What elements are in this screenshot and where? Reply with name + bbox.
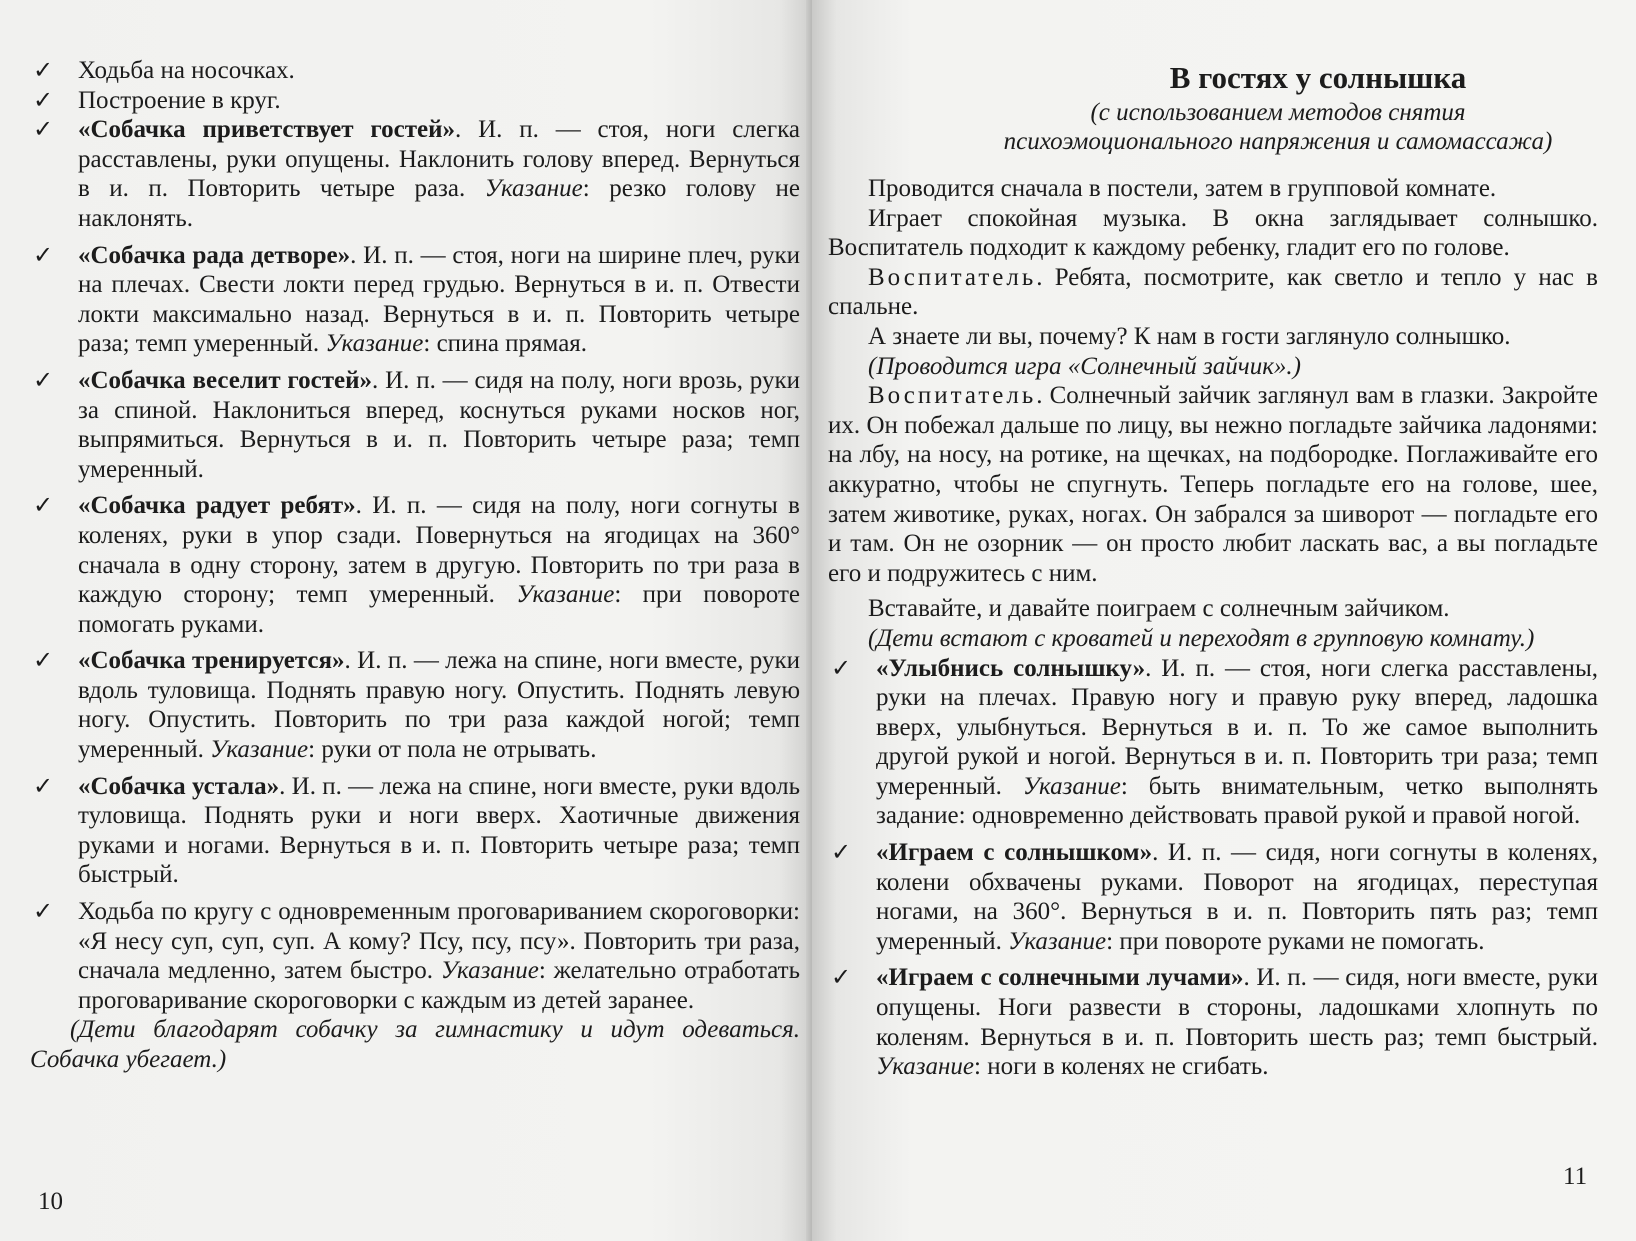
exercise-name: «Собачка веселит гостей» (78, 366, 373, 394)
list-item: ✓ «Собачка рада детворе». И. п. — стоя, ноги на ширине плеч, руки на плечах. Свести локти перед грудью. Вернуться в и. п. Отвести локти максимально назад. Вернуться в и. п. Повторить четыре раза; темп умеренный. Указание: спина прямая. (30, 241, 800, 359)
checkmark-icon: ✓ (830, 653, 852, 682)
left-page (0, 0, 812, 1241)
note-label: Указание (440, 957, 539, 985)
stand-note: (Дети встают с кроватей и переходят в групповую комнату.) (868, 624, 1535, 652)
list-item: ✓ «Собачка веселит гостей». И. п. — сидя на полу, ноги врозь, руки за спиной. Наклониться вперед, коснуться руками носков ног, выпрямиться. Вернуться в и. п. Повторить четыре раза; темп умеренный. (30, 366, 800, 484)
exercise-name: «Собачка устала» (78, 772, 280, 800)
list-item: ✓ «Играем с солнышком». И. п. — сидя, ноги согнуты в коленях, колени обхвачены руками. Поворот на ягодицах, переступая ногами, на 360°. Вернуться в и. п. Повторить пять раз; темп умеренный. Указание: при повороте руками не помогать. (828, 838, 1598, 956)
page-title: В гостях у солнышка (1169, 60, 1467, 95)
speech-paragraph: Воспитатель. Ребята, посмотрите, как светло и тепло у нас в спальне. (828, 263, 1598, 321)
checkmark-icon: ✓ (32, 115, 54, 144)
speech-paragraph: А знаете ли вы, почему? К нам в гости заглянуло солнышко. (868, 322, 1511, 350)
speaker-name: Воспитатель (868, 382, 1037, 410)
page-number: 10 (38, 1188, 63, 1215)
checkmark-icon: ✓ (32, 85, 54, 114)
right-page (812, 0, 1636, 1241)
checkmark-icon: ✓ (32, 365, 54, 394)
list-item: ✓ Построение в круг. (30, 86, 800, 116)
checkmark-icon: ✓ (32, 646, 54, 675)
list-item: ✓ Ходьба по кругу с одновременным проговариванием скороговорки: «Я несу суп, суп, суп. А кому? Псу, псу, псу». Повторить три раза, сначала медленно, затем быстро. Указание: желательно отработать проговаривание скороговорки с каждым из детей заранее. (30, 897, 800, 1015)
exercise-name: «Собачка рада детворе» (78, 241, 351, 269)
list-item: ✓ «Собачка тренируется». И. п. — лежа на спине, ноги вместе, руки вдоль туловища. Поднять правую ногу. Опустить. Поднять левую ногу. Опустить. Повторить по три раза каждой ногой; темп умеренный. Указание: руки от пола не отрывать. (30, 646, 800, 764)
speech-paragraph: Вставайте, и давайте поиграем с солнечным зайчиком. (868, 595, 1450, 623)
checkmark-icon: ✓ (32, 240, 54, 269)
note-label: Указание (325, 330, 424, 358)
exercise-name: «Собачка тренируется» (78, 647, 345, 675)
checkmark-icon: ✓ (32, 771, 54, 800)
checkmark-icon: ✓ (32, 491, 54, 520)
checkmark-icon: ✓ (32, 897, 54, 926)
page-subtitle: (с использованием методов снятия психоэмоционального напряжения и самомассажа) (1003, 99, 1553, 155)
list-item: ✓ Ходьба на носочках. (30, 56, 800, 86)
note-label: Указание (1022, 772, 1121, 800)
closing-note: (Дети благодарят собачку за гимнастику и идут одеваться. Собачка убегает.) (30, 1016, 800, 1073)
checkmark-icon: ✓ (32, 56, 54, 84)
left-page-text (30, 56, 800, 1075)
checkmark-icon: ✓ (830, 963, 852, 992)
note-label: Указание (484, 175, 583, 203)
exercise-name: «Собачка радует ребят» (78, 492, 356, 520)
speaker-name: Воспитатель (868, 263, 1037, 291)
note-label: Указание (1008, 927, 1107, 955)
speech-paragraph: Воспитатель. Солнечный зайчик заглянул вам в глазки. Закройте их. Он побежал дальше по лицу, вы нежно погладьте зайчика ладонями: на лбу, на носу, на ротике, на щечках, на подбородке. Поглаживайте его аккуратно, чтобы не спугнуть. Теперь погладьте его на голове, шее, затем животике, руках, ногах. Он забрался за шиворот — погладьте его и там. Он не озорник — он просто любит ласкать вас, а вы погладьте его и подружитесь с ним. (828, 382, 1598, 587)
checkmark-icon: ✓ (830, 838, 852, 867)
list-item: ✓ «Играем с солнечными лучами». И. п. — сидя, ноги вместе, руки опущены. Ноги развести в стороны, ладошками хлопнуть по коленям. Вернуться в и. п. Повторить шесть раз; темп быстрый. Указание: ноги в коленях не сгибать. (828, 963, 1598, 1081)
list-item: ✓ «Собачка радует ребят». И. п. — сидя на полу, ноги согнуты в коленях, руки в упор сзади. Повернуться на ягодицах на 360° сначала в одну сторону, затем в другую. Повторить по три раза в каждую сторону; темп умеренный. Указание: при повороте помогать руками. (30, 491, 800, 639)
note-label: Указание (210, 736, 309, 764)
list-item: ✓ «Собачка устала». И. п. — лежа на спине, ноги вместе, руки вдоль туловища. Поднять руки и ноги вверх. Хаотичные движения руками и ногами. Вернуться в и. п. Повторить четыре раза; темп быстрый. (30, 772, 800, 890)
right-page-text (828, 60, 1598, 1082)
note-label: Указание (876, 1053, 975, 1081)
exercise-name: «Собачка приветствует гостей» (78, 116, 455, 144)
exercise-name: «Играем с солнечными лучами» (876, 964, 1244, 992)
list-item: ✓ «Собачка приветствует гостей». И. п. — стоя, ноги слегка расставлены, руки опущены. Наклонить голову вперед. Вернуться в и. п. Повторить четыре раза. Указание: резко голову не наклонять. (30, 115, 800, 233)
exercise-name: «Улыбнись солнышку» (876, 654, 1146, 682)
list-item: ✓ «Улыбнись солнышку». И. п. — стоя, ноги слегка расставлены, руки на плечах. Правую ногу и правую руку вперед, ладошка вверх, улыбнуться. Вернуться в и. п. То же самое выполнить другой рукой и ногой. Вернуться в и. п. Повторить три раза; темп умеренный. Указание: быть внимательным, четко выполнять задание: одновременно действовать правой рукой и правой ногой. (828, 654, 1598, 832)
exercise-name: «Играем с солнышком» (876, 839, 1153, 867)
intro-paragraph: Проводится сначала в постели, затем в групповой комнате. (868, 175, 1497, 202)
note-label: Указание (516, 581, 615, 609)
page-number: 11 (1563, 1163, 1588, 1190)
game-note: (Проводится игра «Солнечный зайчик».) (868, 352, 1301, 380)
intro-paragraph: Играет спокойная музыка. В окна заглядывает солнышко. Воспитатель подходит к каждому ребенку, гладит его по голове. (828, 204, 1598, 262)
